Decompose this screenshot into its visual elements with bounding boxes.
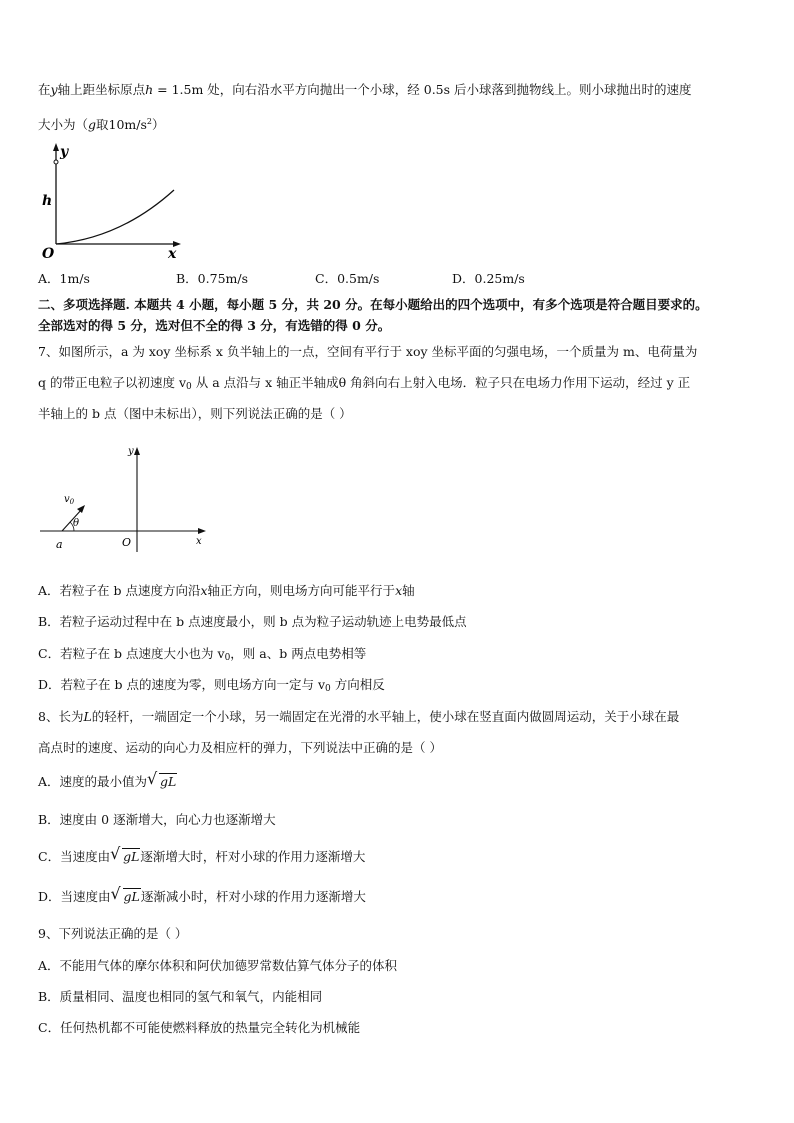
subscript: 0 [224, 653, 231, 663]
origin-label: O [122, 536, 132, 549]
var-g: g [88, 117, 97, 132]
q7-line2 [38, 375, 690, 395]
q8-option-c [38, 844, 366, 865]
sqrt-gl: √ gL [147, 769, 177, 789]
text: A．速度的最小值为 [38, 774, 148, 789]
axis-y-label: y [60, 144, 69, 160]
text: = 1.5m 处，向右沿水平方向抛出一个小球，经 0.5s 后小球落到抛物线上。则小球抛出时的速度 [153, 82, 692, 97]
q-prev-option-c: C．0.5m/s [315, 271, 380, 286]
superscript: 2 [146, 117, 153, 126]
sqrt-gl: √ gL [110, 844, 140, 864]
text: 大小为（ [38, 117, 89, 132]
section2-line2: 全部选对的得 5 分，选对但不全的得 3 分，有选错的得 0 分。 [38, 318, 391, 333]
q8-option-a [38, 769, 177, 790]
sqrt-gl: √ gL [110, 884, 140, 904]
text: 轴 [402, 583, 415, 598]
text: ，则 a、b 两点电势相等 [230, 646, 367, 661]
q7-option-c [38, 646, 366, 666]
q8-option-b: B．速度由 0 逐渐增大，向心力也逐渐增大 [38, 812, 276, 827]
axis-x-label: x [196, 536, 202, 547]
q7-line3: 半轴上的 b 点（图中未标出），则下列说法正确的是（ ） [38, 406, 352, 421]
text: ） [152, 117, 165, 132]
text: C．当速度由 [38, 849, 111, 864]
text: D．当速度由 [38, 889, 111, 904]
axis-x-label: x [168, 246, 177, 262]
point-a-label: a [56, 538, 63, 551]
q-prev-line1 [38, 82, 692, 98]
section2-line1: 二、多项选择题. 本题共 4 小题，每小题 5 分，共 20 分。在每小题给出的四个选项中，有多个选项是符合题目要求的。 [38, 297, 708, 312]
text: 轴上距坐标原点 [57, 82, 146, 97]
q7-option-d [38, 677, 385, 697]
velocity-label: $v_0$ [64, 494, 75, 506]
text: A．若粒子在 b 点速度方向沿 [38, 583, 201, 598]
var-x: x [200, 583, 208, 598]
axis-y-label: y [128, 446, 134, 457]
origin-label: O [42, 246, 55, 262]
projectile-figure [36, 138, 186, 262]
text: C．若粒子在 b 点速度大小也为 v [38, 646, 225, 661]
q8-line2: 高点时的速度、运动的向心力及相应杆的弹力，下列说法中正确的是（ ） [38, 740, 442, 755]
var-h: h [145, 82, 154, 97]
q7-option-a [38, 583, 415, 599]
height-h-label: h [42, 193, 53, 209]
field-figure [36, 440, 216, 554]
q9-option-a: A．不能用气体的摩尔体积和阿伏加德罗常数估算气体分子的体积 [38, 958, 398, 973]
text: D．若粒子在 b 点的速度为零，则电场方向一定与 v [38, 677, 326, 692]
text: 逐渐减小时，杆对小球的作用力逐渐增大 [140, 889, 366, 904]
text: 的轻杆，一端固定一个小球，另一端固定在光滑的水平轴上，使小球在竖直面内做圆周运动，关于小球在最 [91, 709, 680, 724]
text: 在 [38, 82, 51, 97]
text: 逐渐增大时，杆对小球的作用力逐渐增大 [140, 849, 366, 864]
q9-option-c: C．任何热机都不可能使燃料释放的热量完全转化为机械能 [38, 1020, 361, 1035]
text: q 的带正电粒子以初速度 v [38, 375, 187, 390]
subscript: 0 [325, 684, 331, 694]
q9-option-b: B．质量相同、温度也相同的氢气和氧气，内能相同 [38, 989, 323, 1004]
q-prev-line2 [38, 114, 165, 133]
q-prev-option-b: B．0.75m/s [176, 271, 248, 286]
text: 取10m/s [96, 117, 147, 132]
q8-line1 [38, 709, 679, 725]
var-L: L [83, 709, 92, 724]
subscript: 0 [186, 382, 192, 392]
text: 方向相反 [330, 677, 385, 692]
q8-option-d [38, 884, 366, 905]
text: 8、长为 [38, 709, 84, 724]
q9-line1: 9、下列说法正确的是（ ） [38, 926, 188, 941]
text: 轴正方向，则电场方向可能平行于 [207, 583, 396, 598]
q7-line1: 7、如图所示，a 为 xoy 坐标系 x 负半轴上的一点，空间有平行于 xoy 坐标平面的匀强电场，一个质量为 m、电荷量为 [38, 344, 698, 359]
q-prev-option-a: A．1m/s [38, 271, 90, 286]
var-x: x [395, 583, 403, 598]
var-y: y [50, 82, 58, 97]
theta-label: θ [73, 518, 80, 529]
text: 从 a 点沿与 x 轴正半轴成θ 角斜向右上射入电场．粒子只在电场力作用下运动，经过 y 正 [191, 375, 691, 390]
q7-option-b: B．若粒子运动过程中在 b 点速度最小，则 b 点为粒子运动轨迹上电势最低点 [38, 614, 467, 629]
q-prev-option-d: D．0.25m/s [452, 271, 525, 286]
